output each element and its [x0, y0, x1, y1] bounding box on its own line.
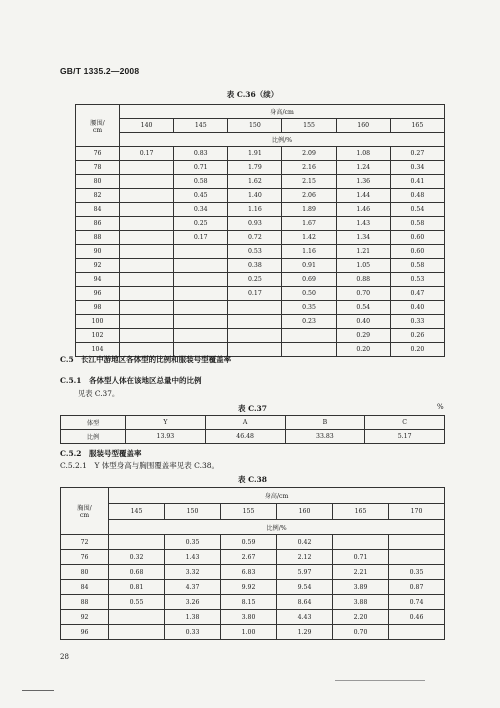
table-cell [120, 273, 174, 287]
table-c37-unit: % [437, 403, 444, 411]
table-cell: 0.35 [282, 301, 336, 315]
table-cell: 0.68 [109, 565, 165, 580]
table-cell: 0.58 [390, 259, 444, 273]
table-cell: 0.32 [109, 550, 165, 565]
table-cell: 0.50 [282, 287, 336, 301]
table-c36-subheader: 比例/% [120, 133, 445, 147]
table-cell: 0.33 [390, 315, 444, 329]
table-cell [228, 301, 282, 315]
row-label: 84 [61, 580, 109, 595]
table-cell: 0.17 [120, 147, 174, 161]
table-cell: 9.54 [277, 580, 333, 595]
table-c38-subheader: 比例/% [109, 520, 445, 535]
table-cell: 8.15 [221, 595, 277, 610]
table-cell: 0.58 [390, 217, 444, 231]
table-cell: 0.70 [336, 287, 390, 301]
row-label: 76 [76, 147, 120, 161]
table-cell [174, 245, 228, 259]
column-header: 170 [389, 504, 445, 520]
table-row [61, 535, 445, 550]
table-c38-caption: 表 C.38 [238, 475, 267, 484]
table-cell [174, 273, 228, 287]
column-header: 160 [336, 119, 390, 133]
table-cell: 0.41 [390, 175, 444, 189]
table-cell: 0.53 [228, 245, 282, 259]
section-c5-heading: C.5 长江中游地区各体型的比例和服装号型覆盖率 [60, 355, 232, 364]
row-label: 104 [76, 343, 120, 357]
table-cell: 1.91 [228, 147, 282, 161]
document-header: GB/T 1335.2—2008 [60, 66, 140, 76]
table-c36-group-header: 身高/cm [120, 105, 445, 119]
row-label: 90 [76, 245, 120, 259]
table-cell: 2.20 [333, 610, 389, 625]
table-cell: 0.29 [336, 329, 390, 343]
table-cell: 0.35 [165, 535, 221, 550]
table-row [76, 329, 445, 343]
table-row [76, 273, 445, 287]
table-cell: 3.80 [221, 610, 277, 625]
table-row [61, 610, 445, 625]
table-cell: 2.12 [277, 550, 333, 565]
table-cell [120, 287, 174, 301]
table-cell [120, 217, 174, 231]
table-cell: 0.88 [336, 273, 390, 287]
table-cell [282, 343, 336, 357]
table-cell [120, 329, 174, 343]
table-row [76, 231, 445, 245]
table-row [76, 189, 445, 203]
table-c38 [60, 487, 445, 640]
row-label: 92 [76, 259, 120, 273]
table-cell: 46.48 [205, 430, 285, 444]
table-cell [120, 189, 174, 203]
table-cell: 2.06 [282, 189, 336, 203]
row-label: 比例 [61, 430, 126, 444]
table-cell: 0.54 [390, 203, 444, 217]
table-cell [389, 535, 445, 550]
page-number: 28 [60, 653, 69, 661]
table-cell: 9.92 [221, 580, 277, 595]
table-cell: 0.40 [390, 301, 444, 315]
table-cell: 2.09 [282, 147, 336, 161]
column-header: C [365, 416, 445, 430]
table-c36-row-header [76, 105, 120, 147]
column-header: B [285, 416, 365, 430]
table-cell: 1.24 [336, 161, 390, 175]
table-cell: 33.83 [285, 430, 365, 444]
table-cell [174, 301, 228, 315]
section-c51-text: 见表 C.37。 [78, 389, 120, 398]
column-header: Y [126, 416, 206, 430]
table-cell [228, 343, 282, 357]
table-cell: 0.47 [390, 287, 444, 301]
table-cell [120, 175, 174, 189]
table-cell: 0.54 [336, 301, 390, 315]
table-cell: 1.79 [228, 161, 282, 175]
row-label: 92 [61, 610, 109, 625]
table-cell [120, 301, 174, 315]
table-cell: 0.72 [228, 231, 282, 245]
table-cell: 0.55 [109, 595, 165, 610]
table-cell: 0.20 [390, 343, 444, 357]
row-label: 86 [76, 217, 120, 231]
table-cell: 1.44 [336, 189, 390, 203]
column-header: A [205, 416, 285, 430]
table-cell [174, 329, 228, 343]
table-c36 [75, 104, 445, 357]
table-cell: 2.16 [282, 161, 336, 175]
table-cell [228, 329, 282, 343]
table-cell: 0.27 [390, 147, 444, 161]
table-cell: 1.43 [165, 550, 221, 565]
table-row [76, 259, 445, 273]
column-header: 160 [277, 504, 333, 520]
table-cell [120, 259, 174, 273]
row-label: 72 [61, 535, 109, 550]
table-cell: 0.87 [389, 580, 445, 595]
table-cell: 5.17 [365, 430, 445, 444]
table-cell: 1.00 [221, 625, 277, 640]
table-cell [109, 610, 165, 625]
table-c38-group-header: 身高/cm [109, 488, 445, 504]
table-cell: 2.21 [333, 565, 389, 580]
table-cell [282, 329, 336, 343]
table-cell: 1.36 [336, 175, 390, 189]
table-cell: 1.43 [336, 217, 390, 231]
table-cell: 1.05 [336, 259, 390, 273]
column-header: 165 [333, 504, 389, 520]
table-cell: 1.42 [282, 231, 336, 245]
column-header: 150 [228, 119, 282, 133]
table-row [76, 203, 445, 217]
table-cell: 1.67 [282, 217, 336, 231]
table-cell: 0.17 [174, 231, 228, 245]
table-cell: 1.29 [277, 625, 333, 640]
table-cell [174, 259, 228, 273]
table-row [76, 301, 445, 315]
table-row [61, 550, 445, 565]
table-cell: 0.25 [228, 273, 282, 287]
table-cell: 0.23 [282, 315, 336, 329]
table-row [76, 217, 445, 231]
table-cell: 4.37 [165, 580, 221, 595]
table-row [76, 147, 445, 161]
table-cell: 1.08 [336, 147, 390, 161]
row-label: 96 [61, 625, 109, 640]
table-cell [109, 535, 165, 550]
table-cell [120, 245, 174, 259]
table-cell: 0.42 [277, 535, 333, 550]
row-header-line2: cm [79, 512, 90, 519]
row-label: 76 [61, 550, 109, 565]
table-cell [389, 550, 445, 565]
table-cell: 0.60 [390, 245, 444, 259]
table-cell: 13.93 [126, 430, 206, 444]
section-c521-heading: C.5.2.1 Y 体型身高与胸围覆盖率见表 C.38。 [60, 461, 220, 470]
column-header: 140 [120, 119, 174, 133]
table-cell: 0.40 [336, 315, 390, 329]
table-c37-caption: 表 C.37 [238, 404, 267, 413]
table-cell: 0.58 [174, 175, 228, 189]
table-row [76, 161, 445, 175]
table-cell: 2.67 [221, 550, 277, 565]
row-header-line1: 胸围/ [77, 505, 92, 512]
table-row [76, 287, 445, 301]
column-header: 体型 [61, 416, 126, 430]
table-cell: 8.64 [277, 595, 333, 610]
row-label: 88 [76, 231, 120, 245]
table-cell: 0.81 [109, 580, 165, 595]
table-cell [174, 287, 228, 301]
row-header-line1: 腰围/ [90, 119, 105, 127]
column-header: 145 [109, 504, 165, 520]
table-cell: 4.43 [277, 610, 333, 625]
table-cell [120, 315, 174, 329]
table-cell [228, 315, 282, 329]
table-cell: 0.34 [174, 203, 228, 217]
scan-mark [335, 680, 425, 681]
table-cell: 0.71 [333, 550, 389, 565]
table-cell [174, 315, 228, 329]
table-c38-row-header [61, 488, 109, 535]
table-cell: 0.60 [390, 231, 444, 245]
table-row [61, 565, 445, 580]
table-cell: 0.59 [221, 535, 277, 550]
table-cell: 0.71 [174, 161, 228, 175]
table-cell: 0.91 [282, 259, 336, 273]
table-cell: 5.97 [277, 565, 333, 580]
table-cell [109, 625, 165, 640]
table-cell: 1.16 [228, 203, 282, 217]
table-cell: 0.83 [174, 147, 228, 161]
row-label: 82 [76, 189, 120, 203]
table-cell: 0.17 [228, 287, 282, 301]
column-header: 145 [174, 119, 228, 133]
table-cell: 0.70 [333, 625, 389, 640]
table-cell: 0.45 [174, 189, 228, 203]
section-c51-heading: C.5.1 各体型人体在该地区总量中的比例 [60, 376, 202, 385]
table-cell: 3.89 [333, 580, 389, 595]
table-cell: 0.26 [390, 329, 444, 343]
table-cell [120, 231, 174, 245]
table-c37 [60, 415, 445, 444]
table-cell [120, 203, 174, 217]
row-label: 102 [76, 329, 120, 343]
table-row [76, 175, 445, 189]
table-cell: 1.46 [336, 203, 390, 217]
row-label: 80 [61, 565, 109, 580]
table-cell: 6.83 [221, 565, 277, 580]
row-header-line2: cm [92, 126, 103, 134]
table-cell: 0.48 [390, 189, 444, 203]
table-cell: 1.40 [228, 189, 282, 203]
row-label: 96 [76, 287, 120, 301]
table-cell: 0.69 [282, 273, 336, 287]
table-cell: 0.46 [389, 610, 445, 625]
table-row [61, 625, 445, 640]
table-cell: 0.25 [174, 217, 228, 231]
table-cell: 0.33 [165, 625, 221, 640]
row-label: 88 [61, 595, 109, 610]
table-cell: 0.38 [228, 259, 282, 273]
row-label: 84 [76, 203, 120, 217]
table-cell: 1.16 [282, 245, 336, 259]
section-c52-heading: C.5.2 服装号型覆盖率 [60, 449, 142, 458]
row-label: 98 [76, 301, 120, 315]
table-cell: 1.62 [228, 175, 282, 189]
table-cell: 0.34 [390, 161, 444, 175]
table-cell [120, 161, 174, 175]
table-row [76, 245, 445, 259]
table-cell: 0.74 [389, 595, 445, 610]
table-row [61, 595, 445, 610]
table-cell: 1.38 [165, 610, 221, 625]
column-header: 155 [282, 119, 336, 133]
column-header: 165 [390, 119, 444, 133]
scan-mark [22, 690, 54, 691]
row-label: 100 [76, 315, 120, 329]
table-row [76, 315, 445, 329]
table-cell: 0.93 [228, 217, 282, 231]
table-cell: 1.21 [336, 245, 390, 259]
table-cell: 0.35 [389, 565, 445, 580]
table-cell [333, 535, 389, 550]
column-header: 150 [165, 504, 221, 520]
table-cell: 3.26 [165, 595, 221, 610]
column-header: 155 [221, 504, 277, 520]
table-cell [389, 625, 445, 640]
table-cell: 3.88 [333, 595, 389, 610]
row-label: 94 [76, 273, 120, 287]
table-cell: 3.32 [165, 565, 221, 580]
table-c36-caption: 表 C.36（续） [226, 90, 279, 99]
row-label: 78 [76, 161, 120, 175]
table-cell: 0.20 [336, 343, 390, 357]
table-cell: 1.89 [282, 203, 336, 217]
table-cell: 1.34 [336, 231, 390, 245]
table-cell: 0.53 [390, 273, 444, 287]
table-row [61, 580, 445, 595]
table-cell: 2.15 [282, 175, 336, 189]
row-label: 80 [76, 175, 120, 189]
